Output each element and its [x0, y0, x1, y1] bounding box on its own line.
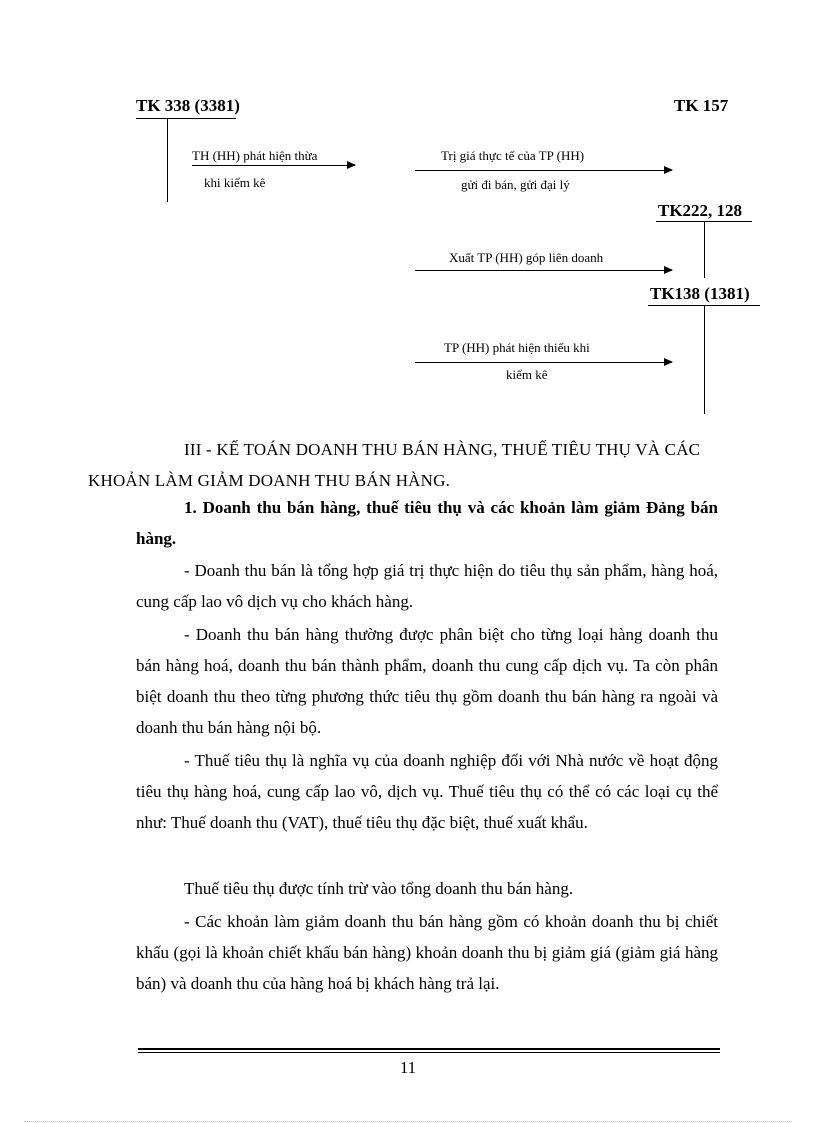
footer-rule-thick — [138, 1048, 720, 1050]
entry-shortage-line1: TP (HH) phát hiện thiếu khi — [444, 340, 590, 355]
entry-consignment-arrow — [415, 170, 672, 171]
entry-surplus-arrow — [192, 165, 355, 166]
account-tk157-label: TK 157 — [674, 96, 729, 115]
account-tk138-label: TK138 (1381) — [650, 284, 750, 303]
paragraph-revenue-definition: - Doanh thu bán là tổng hợp giá trị thực hiện do tiêu thụ sản phẩm, hàng hoá, cung cấp lao vô dịch vụ cho khách hàng. — [136, 561, 718, 611]
page-number: 11 — [399, 1058, 417, 1077]
account-tk338-underline — [136, 118, 236, 119]
account-tk338-column-line — [167, 118, 168, 202]
paragraph-revenue-types: - Doanh thu bán hàng thường được phân biệt cho từng loại hàng doanh thu bán hàng hoá, doanh thu bán thành phẩm, doanh thu cung cấp dịch vụ. Ta còn phân biệt doanh thu theo từng phương thức tiêu thụ gồm doanh thu bán hàng ra ngoài và doanh thu bán hàng nội bộ. — [136, 625, 718, 737]
entry-shortage-arrow — [415, 362, 672, 363]
account-tk222-column-line — [704, 221, 705, 278]
page-edge-dotted — [24, 1121, 792, 1122]
account-tk338-label: TK 338 (3381) — [136, 96, 240, 115]
footer-rule-thin — [138, 1052, 720, 1053]
section-heading-line2: KHOẢN LÀM GIẢM DOANH THU BÁN HÀNG. — [88, 471, 451, 490]
entry-joint-venture-arrow — [415, 270, 672, 271]
entry-joint-venture-line1: Xuất TP (HH) góp liên doanh — [449, 250, 604, 265]
section-heading — [88, 434, 718, 496]
subsection-heading: 1. Doanh thu bán hàng, thuế tiêu thụ và các khoản làm giảm Đảng bán hàng. — [136, 498, 718, 548]
account-tk138-column-line — [704, 305, 705, 414]
entry-shortage-line2: kiểm kê — [506, 367, 548, 382]
paragraph-consumption-tax: - Thuế tiêu thụ là nghĩa vụ của doanh nghiệp đối với Nhà nước về hoạt động tiêu thụ hàng hoá, cung cấp lao vô, dịch vụ. Thuế tiêu thụ có thể có các loại cụ thể như: Thuế doanh thu (VAT), thuế tiêu thụ đặc biệt, thuế xuất khẩu. — [136, 751, 718, 832]
section-heading-line1: III - KẾ TOÁN DOANH THU BÁN HÀNG, THUẾ TIÊU THỤ VÀ CÁC — [184, 440, 701, 459]
entry-surplus-line1: TH (HH) phát hiện thừa — [192, 148, 318, 163]
entry-surplus-line2: khi kiểm kê — [204, 175, 266, 190]
account-tk222-label: TK222, 128 — [658, 201, 743, 220]
paragraph-revenue-reductions: - Các khoản làm giảm doanh thu bán hàng gồm có khoản doanh thu bị chiết khấu (gọi là khoản chiết khấu bán hàng) khoản doanh thu bị giảm giá (giảm giá hàng bán) và doanh thu của hàng hoá bị khách hàng trả lại. — [136, 912, 718, 993]
entry-consignment-line2: gửi đi bán, gửi đại lý — [461, 177, 570, 192]
paragraph-tax-deduction: Thuế tiêu thụ được tính trừ vào tổng doanh thu bán hàng. — [184, 879, 574, 898]
entry-consignment-line1: Trị giá thực tế của TP (HH) — [441, 148, 585, 163]
